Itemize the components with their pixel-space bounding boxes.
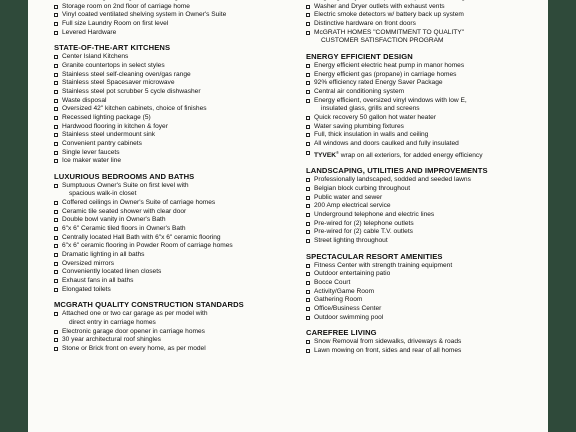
list-item-text: Waste disposal xyxy=(62,96,107,104)
list-item-text: Outdoor swimming pool xyxy=(314,313,384,321)
checkbox-icon xyxy=(306,196,310,200)
list-item-text: Outdoor entertaining patio xyxy=(314,270,391,278)
checkbox-icon xyxy=(54,236,58,240)
list-item-text: Electric smoke detectors w/ battery back up system xyxy=(314,11,464,19)
list-item xyxy=(54,114,294,123)
list-item xyxy=(54,88,294,97)
checkbox-icon xyxy=(54,218,58,222)
checkbox-icon xyxy=(306,187,310,191)
bedrooms-list-rest xyxy=(54,199,294,294)
list-item-continuation: insulated glass, grills and screens xyxy=(321,105,420,113)
checkbox-icon xyxy=(306,340,310,344)
list-item-text: Sumptuous Owner's Suite on first level with xyxy=(62,181,189,189)
list-item xyxy=(306,270,544,279)
list-item xyxy=(54,29,294,38)
checkbox-icon xyxy=(306,116,310,120)
section-heading: SPECTACULAR RESORT AMENITIES xyxy=(306,251,443,261)
checkbox-icon xyxy=(54,142,58,146)
list-item xyxy=(306,3,544,12)
bedrooms-list xyxy=(54,182,294,191)
registered-mark: ® xyxy=(335,149,339,155)
list-item-text: Stainless steel undermount sink xyxy=(62,131,156,139)
list-item xyxy=(54,328,294,337)
list-item xyxy=(54,53,294,62)
checkbox-icon xyxy=(306,13,310,17)
checkbox-icon xyxy=(54,244,58,248)
list-item xyxy=(54,182,294,191)
list-item xyxy=(54,260,294,269)
list-item-text: Recessed lighting package (5) xyxy=(62,113,151,121)
list-item xyxy=(54,199,294,208)
checkbox-icon xyxy=(306,264,310,268)
list-item xyxy=(306,237,544,246)
list-item-text: Street lighting throughout xyxy=(314,236,388,244)
checkbox-icon xyxy=(54,99,58,103)
list-item-text: Oversized 42" kitchen cabinets, choice of finishes xyxy=(62,105,207,113)
section-heading: ENERGY EFFICIENT DESIGN xyxy=(306,51,413,61)
checkbox-icon xyxy=(306,178,310,182)
list-item-text: Quick recovery 50 gallon hot water heater xyxy=(314,113,437,121)
section-heading: STATE-OF-THE-ART KITCHENS xyxy=(54,43,171,53)
list-item-text: 6"x 6" Ceramic tiled floors in Owner's Bath xyxy=(62,225,186,233)
checkbox-icon xyxy=(306,316,310,320)
checkbox-icon xyxy=(54,184,58,188)
list-item-text: Belgian block curbing throughout xyxy=(314,185,411,192)
list-item xyxy=(54,131,294,140)
checkbox-icon xyxy=(54,73,58,77)
list-item-text: Dramatic lighting in all baths xyxy=(62,251,145,259)
list-item-text: Central air conditioning system xyxy=(314,87,405,95)
list-item-text: Underground telephone and electric lines xyxy=(314,210,435,218)
checkbox-icon xyxy=(54,330,58,334)
list-item-text: Office/Business Center xyxy=(314,304,382,312)
checkbox-icon xyxy=(306,5,310,9)
list-item xyxy=(54,242,294,251)
list-item xyxy=(54,157,294,166)
list-item-text: Pre-wired for (2) cable T.V. outlets xyxy=(314,228,413,236)
list-item xyxy=(54,286,294,295)
list-item xyxy=(306,279,544,288)
list-item-text: Conveniently located linen closets xyxy=(62,268,162,276)
list-item-text: Distinctive hardware on front doors xyxy=(314,19,416,27)
right-column xyxy=(306,0,544,362)
checkbox-icon xyxy=(54,107,58,111)
checkbox-icon xyxy=(306,204,310,208)
checkbox-icon xyxy=(306,22,310,26)
list-item xyxy=(54,310,294,319)
list-item xyxy=(306,296,544,305)
checkbox-icon xyxy=(306,90,310,94)
checkbox-icon xyxy=(54,288,58,292)
list-item-text: Center Island Kitchens xyxy=(62,53,129,61)
list-item-text: Granite countertops in select styles xyxy=(62,61,165,69)
checkbox-icon xyxy=(54,227,58,231)
list-item xyxy=(54,71,294,80)
section-heading: CAREFREE LIVING xyxy=(306,328,377,338)
amenities-section xyxy=(306,252,544,323)
list-item xyxy=(54,234,294,243)
list-item-text: Energy efficient, oversized vinyl windows with low E, xyxy=(314,96,467,104)
list-item xyxy=(306,202,544,211)
left-column xyxy=(54,0,294,360)
checkbox-icon xyxy=(54,31,58,35)
list-item-text: Lawn mowing on front, sides and rear of all homes xyxy=(314,346,462,354)
list-item-continuation: spacious walk-in closet xyxy=(69,190,137,198)
list-item-text: Snow Removal from sidewalks, driveways & roads xyxy=(314,338,462,346)
checkbox-icon xyxy=(54,159,58,163)
right-intro-section xyxy=(306,0,544,46)
checkbox-icon xyxy=(306,142,310,146)
list-item-text: Oversized mirrors xyxy=(62,259,115,267)
checkbox-icon xyxy=(54,125,58,129)
list-item xyxy=(54,251,294,260)
list-item-text: Full, thick insulation in walls and ceiling xyxy=(314,131,429,139)
checkbox-icon xyxy=(306,73,310,77)
list-item xyxy=(306,114,544,123)
carefree-section xyxy=(306,328,544,355)
checkbox-icon xyxy=(306,272,310,276)
list-item xyxy=(306,71,544,80)
feature-sheet xyxy=(28,0,548,432)
list-item xyxy=(54,123,294,132)
list-item-text xyxy=(314,0,490,1)
checkbox-icon xyxy=(306,349,310,353)
checkbox-icon xyxy=(306,64,310,68)
list-item-continuation: CUSTOMER SATISFACTION PROGRAM xyxy=(321,37,444,45)
energy-list xyxy=(306,62,544,105)
checkbox-icon xyxy=(306,230,310,234)
list-item-text: Pre-wired for (2) telephone outlets xyxy=(314,219,414,227)
checkbox-icon xyxy=(306,125,310,129)
landscaping-list xyxy=(306,176,544,245)
checkbox-icon xyxy=(306,281,310,285)
list-item xyxy=(306,140,544,149)
list-item-text: Stone or Brick front on every home, as per model xyxy=(62,344,206,352)
list-item xyxy=(306,220,544,229)
checkbox-icon xyxy=(54,312,58,316)
checkbox-icon xyxy=(54,55,58,59)
list-item xyxy=(54,336,294,345)
list-item xyxy=(54,345,294,354)
list-item-text: 6"x 6" ceramic flooring in Powder Room of carriage homes xyxy=(62,242,233,250)
list-item xyxy=(306,314,544,323)
left-intro-section xyxy=(54,0,294,37)
checkbox-icon xyxy=(306,222,310,226)
landscaping-section xyxy=(306,166,544,245)
checkbox-icon xyxy=(306,290,310,294)
list-item xyxy=(306,194,544,203)
checkbox-icon xyxy=(54,133,58,137)
list-item xyxy=(54,140,294,149)
list-item xyxy=(306,211,544,220)
list-item-text: Levered Hardware xyxy=(62,28,117,36)
list-item-text: Hardwood flooring in kitchen & foyer xyxy=(62,122,168,130)
list-item xyxy=(306,305,544,314)
list-item xyxy=(54,225,294,234)
list-item-continuation: direct entry in carriage homes xyxy=(69,319,156,326)
checkbox-icon xyxy=(54,116,58,120)
list-item-text: Convenient pantry cabinets xyxy=(62,139,142,147)
list-item-text: Energy efficient electric heat pump in manor homes xyxy=(314,61,465,69)
list-item-text: Double bowl vanity in Owner's Bath xyxy=(62,216,166,224)
checkbox-icon xyxy=(306,213,310,217)
list-item xyxy=(306,185,544,194)
list-item xyxy=(306,88,544,97)
section-heading: LANDSCAPING, UTILITIES AND IMPROVEMENTS xyxy=(306,166,488,176)
list-item-text: Professionally landscaped, sodded and seeded lawns xyxy=(314,176,471,184)
checkbox-icon xyxy=(54,22,58,26)
list-item-text: Washer and Dryer outlets with exhaust vents xyxy=(314,2,445,10)
list-item-text: Gathering Room xyxy=(314,296,363,304)
list-item xyxy=(54,268,294,277)
list-item-text xyxy=(62,0,198,1)
list-item-text: Stainless steel Spacesaver microwave xyxy=(62,79,175,87)
checkbox-icon xyxy=(54,201,58,205)
checkbox-icon xyxy=(54,64,58,68)
list-item-text: Fitness Center with strength training equipment xyxy=(314,261,453,269)
list-item-text: Coffered ceilings in Owner's Suite of carriage homes xyxy=(62,199,216,207)
list-item-text: Single lever faucets xyxy=(62,148,120,156)
bedrooms-section xyxy=(54,172,294,295)
list-item-text: Centrally located Hall Bath with 6"x 6" ceramic flooring xyxy=(62,233,221,241)
checkbox-icon xyxy=(306,133,310,137)
checkbox-icon xyxy=(54,338,58,342)
list-item xyxy=(306,29,544,38)
checkbox-icon xyxy=(54,262,58,266)
list-item xyxy=(306,262,544,271)
list-item xyxy=(306,347,544,356)
list-item-text: Exhaust fans in all baths xyxy=(62,277,134,285)
list-item xyxy=(54,20,294,29)
checkbox-icon xyxy=(54,210,58,214)
list-item-text: Ice maker water line xyxy=(62,157,121,165)
list-item xyxy=(54,149,294,158)
list-item-text: All windows and doors caulked and fully insulated xyxy=(314,139,459,147)
list-item xyxy=(306,228,544,237)
checkbox-icon xyxy=(54,151,58,155)
checkbox-icon xyxy=(54,90,58,94)
list-item xyxy=(54,3,294,12)
list-item xyxy=(306,79,544,88)
list-item xyxy=(306,131,544,140)
list-item-text: Electronic garage door opener in carriage homes xyxy=(62,327,205,335)
checkbox-icon xyxy=(54,347,58,351)
list-item xyxy=(54,97,294,106)
construction-list-rest xyxy=(54,328,294,354)
checkbox-icon xyxy=(306,298,310,302)
section-heading: LUXURIOUS BEDROOMS AND BATHS xyxy=(54,171,195,181)
construction-section xyxy=(54,300,294,353)
checkbox-icon xyxy=(54,270,58,274)
energy-list-rest xyxy=(306,114,544,160)
checkbox-icon xyxy=(54,253,58,257)
list-item-text: 30 year architectural roof shingles xyxy=(62,336,161,344)
checkbox-icon xyxy=(306,151,310,155)
list-item xyxy=(306,288,544,297)
list-item-text: wrap on all exteriors, for added energy efficiency xyxy=(340,151,483,159)
list-item-text: Full size Laundry Room on first level xyxy=(62,19,169,27)
list-item xyxy=(54,216,294,225)
checkbox-icon xyxy=(306,239,310,243)
list-item-text: Stainless steel pot scrubber 5 cycle dishwasher xyxy=(62,87,201,95)
checkbox-icon xyxy=(54,5,58,9)
amenities-list xyxy=(306,262,544,323)
kitchens-section xyxy=(54,43,294,166)
list-item xyxy=(54,105,294,114)
list-item xyxy=(306,62,544,71)
list-item-text: 92% efficiency rated Energy Saver Package xyxy=(314,79,443,87)
list-item-text: Attached one or two car garage as per model with xyxy=(62,310,208,318)
tyvek-brand-text: TYVEK xyxy=(314,151,336,159)
checkbox-icon xyxy=(54,81,58,85)
list-item xyxy=(306,338,544,347)
list-item-text: Elongated toilets xyxy=(62,285,111,293)
checkbox-icon xyxy=(54,279,58,283)
list-item xyxy=(306,97,544,106)
list-item-text: Bocce Court xyxy=(314,278,351,286)
kitchens-list xyxy=(54,53,294,166)
list-item-text: 200 Amp electrical service xyxy=(314,202,391,210)
list-item xyxy=(306,149,544,161)
list-item xyxy=(54,11,294,20)
list-item xyxy=(306,11,544,20)
list-item-text: Ceramic tile seated shower with clear door xyxy=(62,207,187,215)
list-item xyxy=(54,79,294,88)
list-item xyxy=(54,62,294,71)
list-item-text: Vinyl coated ventilated shelving system in Owner's Suite xyxy=(62,11,227,19)
list-item-text: Energy efficient gas (propane) in carriage homes xyxy=(314,70,457,78)
list-item-text: Activity/Game Room xyxy=(314,287,375,295)
section-heading: MCGRATH QUALITY CONSTRUCTION STANDARDS xyxy=(54,300,244,310)
checkbox-icon xyxy=(306,307,310,311)
list-item-text: Stainless steel self-cleaning oven/gas range xyxy=(62,70,191,78)
list-item-text: McGRATH HOMES "COMMITMENT TO QUALITY" xyxy=(314,28,464,36)
checkbox-icon xyxy=(306,31,310,35)
list-item xyxy=(54,277,294,286)
left-intro-list xyxy=(54,0,294,37)
list-item xyxy=(306,123,544,132)
list-item-text: Public water and sewer xyxy=(314,193,383,201)
checkbox-icon xyxy=(54,13,58,17)
list-item xyxy=(54,208,294,217)
carefree-list xyxy=(306,338,544,355)
right-intro-list xyxy=(306,0,544,37)
energy-section xyxy=(306,52,544,160)
checkbox-icon xyxy=(306,99,310,103)
list-item-text: Water saving plumbing fixtures xyxy=(314,122,404,130)
list-item-text: Storage room on 2nd floor of carriage home xyxy=(62,2,190,10)
list-item xyxy=(306,20,544,29)
construction-list xyxy=(54,310,294,319)
checkbox-icon xyxy=(306,81,310,85)
list-item xyxy=(306,176,544,185)
